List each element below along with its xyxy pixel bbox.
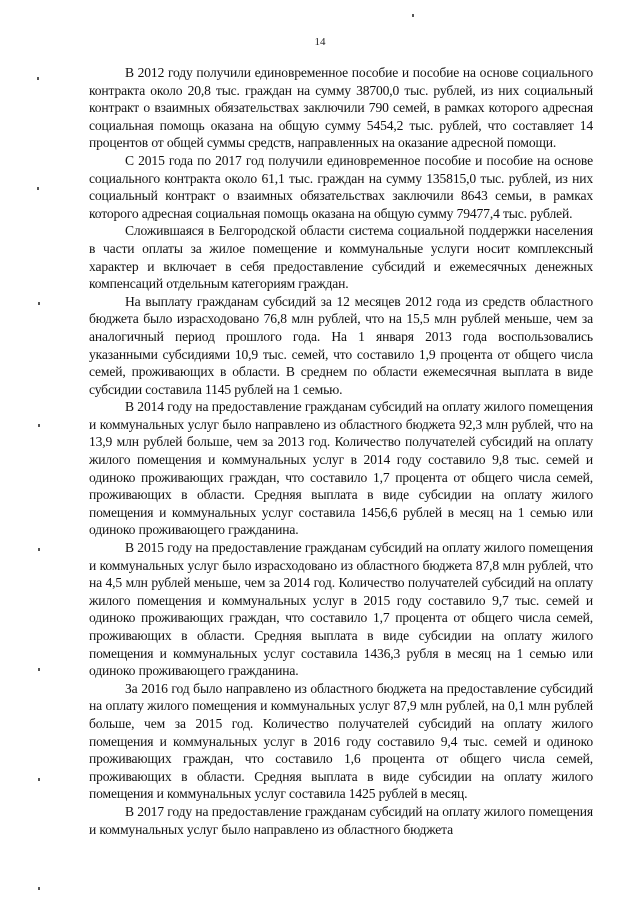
paragraph: Сложившаяся в Белгородской области система социальной поддержки населения в части оплаты за жилое помещение и коммунальные услуги носит комплексный характер и включает в себя предоставление субсидий и ежемесячных денежных компенсаций отдельным категориям граждан. [89,223,593,292]
paragraph: На выплату гражданам субсидий за 12 месяцев 2012 года из средств областного бюджета было израсходовано 76,8 млн рублей, что на 15,5 млн рублей меньше, чем за аналогичный период прошлого года. На 1 января 2013 года воспользовались указанными субсидиями 10,9 тыс. семей, что составило 1,9 процента от общего числа семей, проживающих в области. В среднем по области ежемесячная выплата в виде субсидии составила 1145 рублей на 1 семью. [89,293,593,397]
scan-mark [37,77,39,80]
scan-mark [412,14,414,17]
scan-mark [37,187,39,190]
scan-mark [38,778,40,781]
paragraph: В 2014 году на предоставление гражданам субсидий на оплату жилого помещения и коммунальных услуг было направлено из областного бюджета 92,3 млн рублей, что на 13,9 млн рублей больше, чем за 2013 год. Количество получателей субсидий на оплату жилого помещения и коммунальных услуг в 2014 году составило 9,8 тыс. семей и одиноко проживающих граждан, что составило 1,7 процента от общего числа семей, проживающих в области. Средняя выплата в виде субсидии на оплату жилого помещения и коммунальных услуг составила 1456,6 рублей в месяц на 1 семью или одиноко проживающего гражданина. [89,399,593,538]
scan-mark [38,302,40,305]
paragraph: С 2015 года по 2017 год получили единовременное пособие и пособие на основе социального контракта около 61,1 тыс. граждан на сумму 135815,0 тыс. рублей, из них социальный контракт о взаимных обязательствах заключили 8643 семьи, в рамках которого адресная социальная помощь оказана на общую сумму 79477,4 тыс. рублей. [89,152,593,221]
scan-mark [38,548,40,551]
scan-mark [38,668,40,671]
paragraph: В 2015 году на предоставление гражданам субсидий на оплату жилого помещения и коммунальных услуг было израсходовано из областного бюджета 87,8 млн рублей, что на 4,5 млн рублей меньше, чем за 2014 год. Количество получателей субсидий на оплату жилого помещения и коммунальных услуг в 2015 году составило 9,7 тыс. семей и одиноко проживающих граждан, что составило 1,7 процента от общего числа семей, проживающих в области. Средняя выплата в виде субсидии на оплату жилого помещения и коммунальных услуг составила 1436,3 рубля в месяц на 1 семью или одиноко проживающего гражданина. [89,540,593,679]
paragraph: В 2012 году получили единовременное пособие и пособие на основе социального контракта около 20,8 тыс. граждан на сумму 38700,0 тыс. рублей, из них социальный контракт о взаимных обязательствах заключили 790 семей, в рамках которого адресная социальная помощь оказана на общую сумму 5454,2 тыс. рублей, что составляет 14 процентов от общей суммы средств, направленных на оказание адресной помощи. [89,65,593,151]
scan-mark [38,887,40,890]
paragraph: В 2017 году на предоставление гражданам субсидий на оплату жилого помещения и коммунальных услуг было направлено из областного бюджета [89,803,593,837]
scan-mark [38,424,40,427]
page-number: 14 [314,36,326,48]
paragraph: За 2016 год было направлено из областного бюджета на предоставление субсидий на оплату жилого помещения и коммунальных услуг 87,9 млн рублей, на 0,1 млн рублей больше, чем за 2015 год. Количество получателей субсидий на оплату жилого помещения и коммунальных услуг в 2016 году составило 9,4 тыс. семей и одиноко проживающих граждан, что составило 1,6 процента от общего числа семей, проживающих в области. Средняя выплата в виде субсидии на оплату жилого помещения и коммунальных услуг составила 1425 рублей в месяц. [89,680,593,802]
document-body [89,64,593,838]
